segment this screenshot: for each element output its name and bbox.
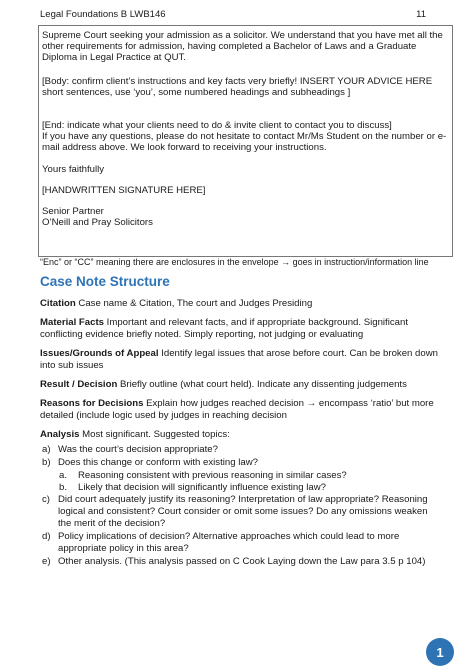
- page-header: [40, 9, 434, 25]
- letter-signoff: Yours faithfully: [42, 163, 105, 175]
- list-item: [40, 531, 440, 555]
- list-item-text: Was the court’s decision appropriate?: [58, 444, 218, 455]
- course-title: Legal Foundations B LWB146: [40, 9, 166, 20]
- page-badge: 1: [426, 638, 454, 666]
- letter-closing-paragraph: If you have any questions, please do not hesitate to contact Mr/Ms Student on the number or e-mail address above. We look forward to receiving your instructions.: [42, 131, 447, 154]
- issues-text: Identify legal issues that arose before court. Can be broken down into sub issues: [40, 348, 438, 371]
- list-item: [40, 444, 440, 456]
- list-marker: e): [42, 556, 51, 567]
- citation-label: Citation: [40, 298, 76, 309]
- result-text: Briefly outline (what court held). Indicate any dissenting judgements: [117, 379, 407, 390]
- list-item-text: Did court adequately justify its reasoning? Interpretation of law appropriate? Reasoning logical and consistent? Court consider or omit some issues? Do any omissions weaken the merit of the decision?: [58, 494, 428, 529]
- result-paragraph: [40, 379, 440, 391]
- sublist-item-text: Likely that decision will significantly influence existing law?: [78, 482, 326, 493]
- list-item-text: Does this change or conform with existing law?: [58, 457, 258, 468]
- list-item-text: Other analysis. (This analysis passed on C Cook Laying down the Law para 3.5 p 104): [58, 556, 426, 567]
- letter-firm-name: O’Neill and Pray Solicitors: [42, 217, 153, 229]
- letter-body-note: [Body: confirm client’s instructions and key facts very briefly! INSERT YOUR ADVICE HERE short sentences, use ‘you’, some numbered headings and subheadings ]: [42, 75, 433, 98]
- material-facts-text: Important and relevant facts, and if appropriate background. Significant conflicting evidence briefly noted. Simply reporting, not judging or evaluating: [40, 317, 408, 340]
- material-facts-paragraph: [40, 317, 440, 341]
- case-note-content: [40, 298, 440, 569]
- sublist-item: [40, 482, 440, 494]
- letter-template-box: [38, 25, 453, 257]
- reasons-paragraph: [40, 398, 440, 422]
- material-facts-label: Material Facts: [40, 317, 104, 328]
- letter-end-note: [End: indicate what your clients need to do & invite client to contact you to discuss]: [42, 120, 392, 132]
- citation-text: Case name & Citation, The court and Judges Presiding: [75, 298, 313, 309]
- issues-paragraph: [40, 348, 440, 372]
- list-item: [40, 494, 440, 530]
- section-title: Case Note Structure: [40, 274, 170, 289]
- sublist-item: [40, 470, 440, 482]
- sublist-item-text: Reasoning consistent with previous reasoning in similar cases?: [78, 470, 347, 481]
- letter-intro: Supreme Court seeking your admission as a solicitor. We understand that you have met all the other requirements for admission, having completed a Bachelor of Laws and a Graduate Diploma in Legal Practice at QUT.: [42, 30, 443, 64]
- enclosure-note: “Enc” or “CC” meaning there are enclosures in the envelope → goes in instruction/information line: [40, 257, 429, 267]
- page-number: 11: [416, 9, 426, 20]
- list-item-text: Policy implications of decision? Alternative approaches which could lead to more appropriate policy in this area?: [58, 531, 400, 554]
- analysis-text: Most significant. Suggested topics:: [79, 429, 230, 440]
- analysis-sublist: [40, 470, 440, 494]
- list-item: [40, 556, 440, 568]
- analysis-label: Analysis: [40, 429, 80, 440]
- issues-label: Issues/Grounds of Appeal: [40, 348, 159, 359]
- sublist-marker: a.: [59, 470, 68, 481]
- reasons-text: Explain how judges reached decision → encompass ‘ratio’ but more detailed (include logic used by judges in reaching decision: [40, 398, 434, 421]
- list-item: [40, 457, 440, 469]
- analysis-list-continued: [40, 494, 440, 568]
- analysis-list: [40, 444, 440, 469]
- list-marker: b): [42, 457, 51, 468]
- list-marker: a): [42, 444, 51, 455]
- list-marker: c): [42, 494, 50, 505]
- reasons-label: Reasons for Decisions: [40, 398, 144, 409]
- letter-signature: [HANDWRITTEN SIGNATURE HERE]: [42, 184, 206, 196]
- result-label: Result / Decision: [40, 379, 118, 390]
- letter-signer-title: Senior Partner: [42, 206, 104, 218]
- sublist-marker: b.: [59, 482, 68, 493]
- list-marker: d): [42, 531, 51, 542]
- citation-paragraph: [40, 298, 440, 310]
- analysis-paragraph: [40, 429, 440, 441]
